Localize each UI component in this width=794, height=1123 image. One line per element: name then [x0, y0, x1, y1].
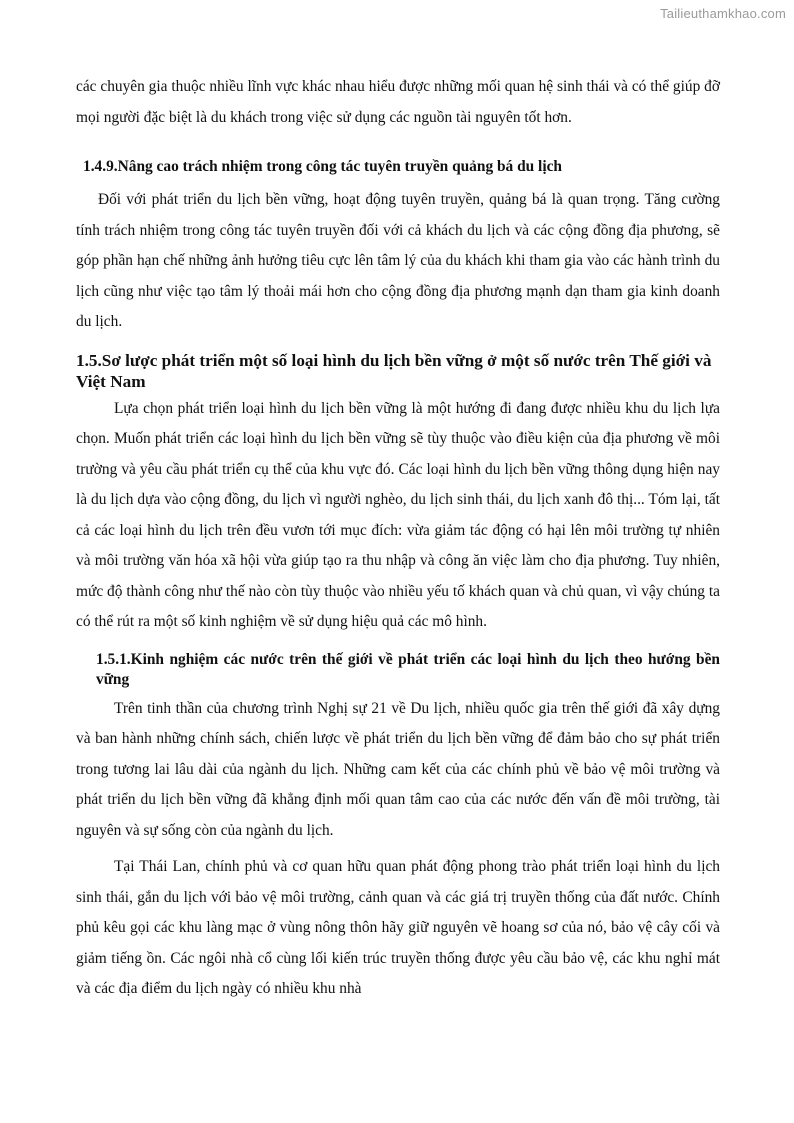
document-page [76, 72, 720, 1005]
paragraph-sustainable-types: Lựa chọn phát triển loại hình du lịch bền vững là một hướng đi đang được nhiều khu du lịch lựa chọn. Muốn phát triển các loại hình du lịch bền vững sẽ tùy thuộc vào điều kiện của địa phương về môi trường và yêu cầu phát triển cụ thể của khu vực đó. Các loại hình du lịch bền vững thông dụng hiện nay là du lịch dựa vào cộng đồng, du lịch vì người nghèo, du lịch sinh thái, du lịch xanh đô thị... Tóm lại, tất cả các loại hình du lịch trên đều vươn tới mục đích: vừa giảm tác động có hại lên môi trường tự nhiên và môi trường văn hóa xã hội vừa giúp tạo ra thu nhập và công ăn việc làm cho địa phương. Tuy nhiên, mức độ thành công như thế nào còn tùy thuộc vào nhiều yếu tố khách quan và chủ quan, vì vậy chúng ta có thể rút ra một số kinh nghiệm về sử dụng hiệu quả các mô hình. [76, 399, 720, 630]
heading-1-5: 1.5.Sơ lược phát triển một số loại hình du lịch bền vững ở một số nước trên Thế giới và Việt Nam [76, 350, 712, 391]
heading-1-4-9: 1.4.9.Nâng cao trách nhiệm trong công tác tuyên truyền quảng bá du lịch [83, 158, 562, 175]
watermark-text: Tailieuthamkhao.com [660, 6, 786, 21]
paragraph-thailand: Tại Thái Lan, chính phủ và cơ quan hữu quan phát động phong trào phát triển loại hình du lịch sinh thái, gắn du lịch với bảo vệ môi trường, cảnh quan và các giá trị truyền thống của đất nước. Chính phủ kêu gọi các khu làng mạc ở vùng nông thôn hãy giữ nguyên vẽ hoang sơ của nó, bảo vệ cây cối và giảm tiếng ồn. Các ngôi nhà cổ cùng lối kiến trúc truyền thống được yêu cầu bảo vệ, các khu nghỉ mát và các địa điểm du lịch ngày có nhiều khu nhà [76, 858, 720, 997]
paragraph-promotion: Đối với phát triển du lịch bền vững, hoạt động tuyên truyền, quảng bá là quan trọng. Tăng cường tính trách nhiệm trong công tác tuyên truyền đối với cả khách du lịch và các cộng đồng địa phương, sẽ góp phần hạn chế những ảnh hưởng tiêu cực lên tâm lý của du khách khi tham gia vào các hành trình du lịch cũng như việc tạo tâm lý thoải mái hơn cho cộng đồng địa phương mạnh dạn tham gia kinh doanh du lịch. [76, 191, 720, 330]
heading-1-5-1: 1.5.1.Kinh nghiệm các nước trên thế giới về phát triển các loại hình du lịch theo hướng bền vững [96, 650, 720, 688]
paragraph-agenda-21: Trên tinh thần của chương trình Nghị sự 21 về Du lịch, nhiều quốc gia trên thế giới đã xây dựng và ban hành những chính sách, chiến lược về phát triển du lịch bền vững để đảm bảo cho sự phát triển trong tương lai lâu dài của ngành du lịch. Những cam kết của các chính phủ về bảo vệ môi trường và phát triển du lịch bền vững đã khẳng định mối quan tâm cao của các nước đến vấn đề môi trường, tài nguyên và sự sống còn của ngành du lịch. [76, 699, 720, 839]
paragraph-continuation: các chuyên gia thuộc nhiều lĩnh vực khác nhau hiểu được những mối quan hệ sinh thái và có thể giúp đỡ mọi người đặc biệt là du khách trong việc sử dụng các nguồn tài nguyên tốt hơn. [76, 78, 720, 126]
